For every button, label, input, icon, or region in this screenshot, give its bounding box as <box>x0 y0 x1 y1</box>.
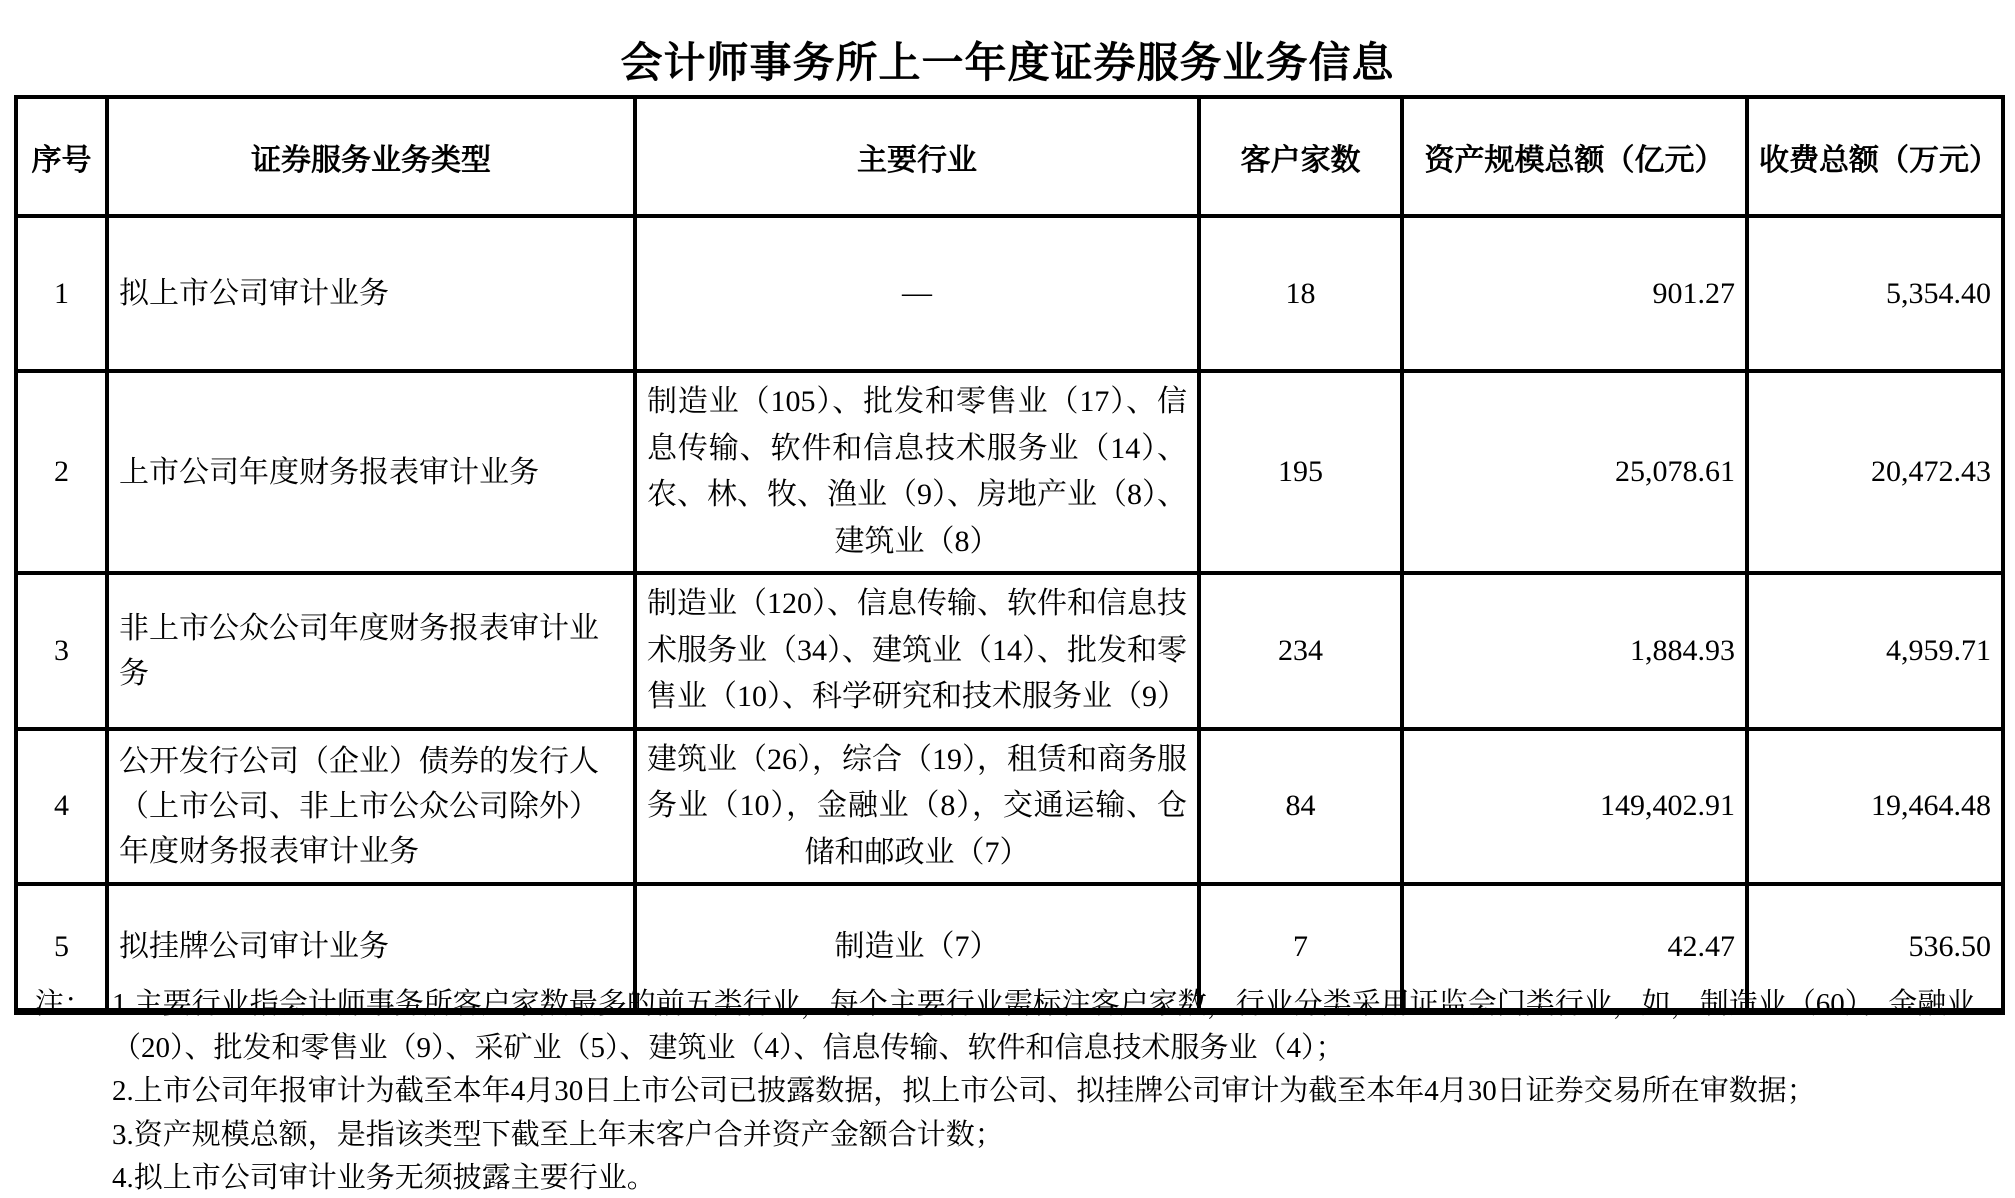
cell-fee-total: 5,354.40 <box>1747 216 2003 371</box>
cell-service-type: 拟挂牌公司审计业务 <box>107 884 635 1011</box>
cell-fee-total: 20,472.43 <box>1747 371 2003 573</box>
cell-main-industry: 制造业（105）、批发和零售业（17）、信息传输、软件和信息技术服务业（14）、农、林、牧、渔业（9）、房地产业（8）、建筑业（8） <box>635 371 1199 573</box>
cell-no: 4 <box>16 729 107 885</box>
cell-service-type: 拟上市公司审计业务 <box>107 216 635 371</box>
cell-asset-total: 901.27 <box>1402 216 1747 371</box>
table-row <box>16 371 2003 573</box>
cell-service-type: 公开发行公司（企业）债券的发行人（上市公司、非上市公众公司除外）年度财务报表审计业务 <box>107 729 635 885</box>
cell-asset-total: 1,884.93 <box>1402 573 1747 729</box>
cell-fee-total: 19,464.48 <box>1747 729 2003 885</box>
cell-asset-total: 42.47 <box>1402 884 1747 1011</box>
securities-services-table <box>14 95 2005 1015</box>
header-no: 序号 <box>16 97 107 216</box>
cell-fee-total: 4,959.71 <box>1747 573 2003 729</box>
footnotes-body <box>112 983 1995 1198</box>
header-service-type: 证券服务业务类型 <box>107 97 635 216</box>
page-title: 会计师事务所上一年度证券服务业务信息 <box>620 41 1395 87</box>
table-row <box>16 729 2003 885</box>
cell-main-industry: 制造业（120）、信息传输、软件和信息技术服务业（34）、建筑业（14）、批发和零售业（10）、科学研究和技术服务业（9） <box>635 573 1199 729</box>
cell-main-industry: 建筑业（26），综合（19），租赁和商务服务业（10），金融业（8），交通运输、仓储和邮政业（7） <box>635 729 1199 885</box>
footnotes <box>35 983 1995 1198</box>
cell-main-industry: — <box>635 216 1199 371</box>
cell-main-industry: 制造业（7） <box>635 884 1199 1011</box>
footnote-item: 2.上市公司年报审计为截至本年4月30日上市公司已披露数据，拟上市公司、拟挂牌公司审计为截至本年4月30日证券交易所在审数据； <box>112 1075 1816 1107</box>
header-asset-total: 资产规模总额（亿元） <box>1402 97 1747 216</box>
cell-no: 3 <box>16 573 107 729</box>
cell-fee-total: 536.50 <box>1747 884 2003 1011</box>
cell-no: 1 <box>16 216 107 371</box>
footnote-item: 3.资产规模总额，是指该类型下截至上年末客户合并资产金额合计数； <box>112 1118 1004 1151</box>
table-row <box>16 573 2003 729</box>
table-row <box>16 216 2003 371</box>
header-client-count: 客户家数 <box>1199 97 1402 216</box>
cell-service-type: 上市公司年度财务报表审计业务 <box>107 371 635 573</box>
cell-client-count: 7 <box>1199 884 1402 1011</box>
footnote-item: 4.拟上市公司审计业务无须披露主要行业。 <box>112 1162 656 1194</box>
cell-asset-total: 149,402.91 <box>1402 729 1747 885</box>
header-main-industry: 主要行业 <box>635 97 1199 216</box>
footnotes-label: 注： <box>35 988 94 1020</box>
cell-asset-total: 25,078.61 <box>1402 371 1747 573</box>
table-header-row <box>16 97 2003 216</box>
cell-client-count: 234 <box>1199 573 1402 729</box>
footnote-item: 1.主要行业指会计师事务所客户家数最多的前五类行业，每个主要行业需标注客户家数，行业分类采用证监会门类行业，如，制造业（60）、金融业（20）、批发和零售业（9）、采矿业（5）、建筑业（4）、信息传输、软件和信息技术服务业（4）； <box>112 988 1976 1064</box>
cell-client-count: 18 <box>1199 216 1402 371</box>
cell-no: 2 <box>16 371 107 573</box>
cell-no: 5 <box>16 884 107 1011</box>
cell-client-count: 195 <box>1199 371 1402 573</box>
cell-client-count: 84 <box>1199 729 1402 885</box>
cell-service-type: 非上市公众公司年度财务报表审计业务 <box>107 573 635 729</box>
header-fee-total: 收费总额（万元） <box>1747 97 2003 216</box>
